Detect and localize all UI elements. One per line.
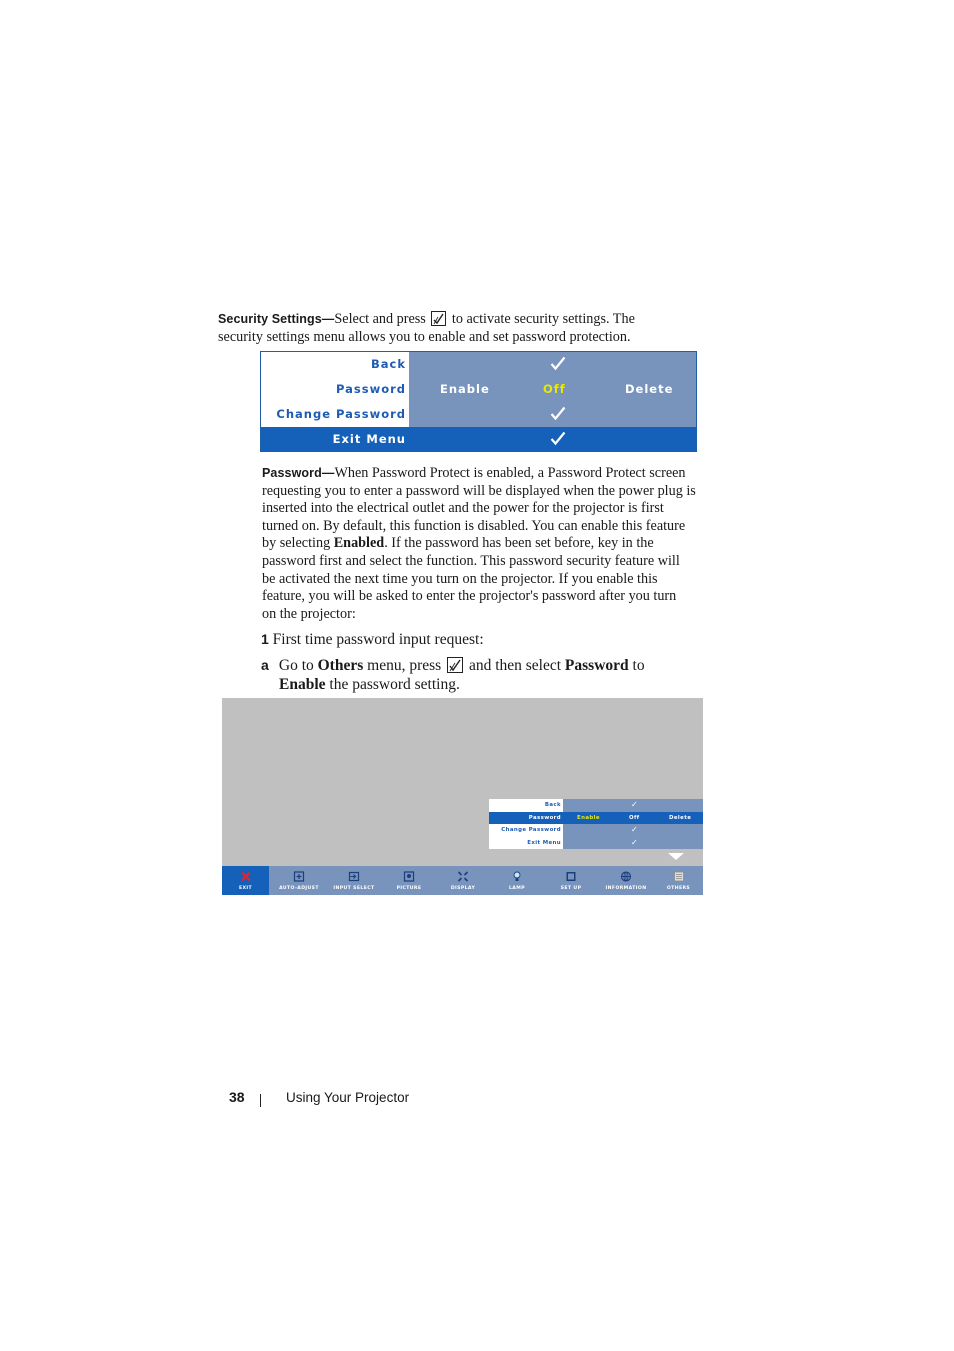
mini-option-off[interactable]: Off [629,814,640,821]
page-number: 38 [229,1089,245,1105]
password-term: Password [564,657,629,674]
toolbar-information[interactable]: INFORMATION [600,866,652,895]
menu-row-back[interactable] [261,352,696,377]
toolbar-setup[interactable]: SET UP [545,866,597,895]
option-delete[interactable]: Delete [625,382,674,396]
scroll-down-arrow-icon[interactable] [668,853,684,860]
mini-row-exit[interactable]: Exit Menu ✓ [489,837,703,850]
step-1 [261,630,484,649]
step-1-text: First time password input request: [272,631,484,648]
check-icon [550,431,566,446]
mini-security-menu [489,799,703,849]
menu-row-password[interactable] [261,377,696,402]
display-icon [458,871,469,882]
check-icon: ✓ [631,837,639,847]
others-icon [673,871,684,882]
mini-row-change-password[interactable]: Change Password ✓ [489,824,703,837]
toolbar-lamp[interactable]: LAMP [491,866,543,895]
mini-option-enable[interactable]: Enable [577,814,600,821]
lamp-icon [512,871,523,882]
auto-adjust-icon [294,871,305,882]
mini-row-password[interactable]: Password Enable Off Delete [489,812,703,825]
step-letter: a [261,657,269,673]
information-icon [621,871,632,882]
projector-screen [222,698,703,895]
check-icon: ✓ [631,825,639,834]
option-enable[interactable]: Enable [440,382,490,396]
security-text-line2: security settings menu allows you to enable and set password protection. [218,328,631,345]
enter-key-icon [431,311,446,326]
toolbar-others[interactable]: OTHERS [654,866,703,895]
security-settings-menu [260,351,697,452]
input-select-icon [349,871,360,882]
step-a: a Go to Others menu, press and then select Password to Enable the password setting. [261,657,645,693]
others-term: Others [317,657,364,674]
toolbar-input-select[interactable]: INPUT SELECT [328,866,380,895]
enter-key-icon [447,657,463,673]
security-settings-paragraph [218,311,688,346]
step-number: 1 [261,631,269,647]
check-icon [550,406,566,421]
toolbar-auto-adjust[interactable]: AUTO-ADJUST [273,866,325,895]
menu-label-change-password: Change Password [261,402,409,427]
menu-label-back: Back [261,352,409,377]
osd-toolbar [222,866,703,895]
check-icon [550,356,566,371]
security-settings-heading: Security Settings— [218,312,335,326]
toolbar-exit[interactable]: EXIT [222,866,269,895]
menu-row-change-password[interactable] [261,402,696,427]
check-icon: ✓ [631,800,639,809]
menu-label-password: Password [261,377,409,402]
option-off[interactable]: Off [543,382,566,396]
toolbar-picture[interactable]: PICTURE [383,866,435,895]
mini-row-back[interactable]: Back ✓ [489,799,703,812]
security-text-after-icon: to activate security settings. The [451,311,635,327]
mini-option-delete[interactable]: Delete [669,814,692,821]
enabled-term: Enabled [333,535,385,552]
setup-icon [566,871,577,882]
close-icon [240,871,251,882]
footer-divider [260,1094,261,1107]
picture-icon [404,871,415,882]
toolbar-display[interactable]: DISPLAY [437,866,489,895]
enable-term: Enable [279,676,326,693]
menu-row-exit[interactable] [261,427,696,451]
footer-chapter-title: Using Your Projector [286,1090,410,1105]
password-heading: Password— [262,466,335,480]
password-paragraph: Password—When Password Protect is enabled, a Password Protect screen requesting you to enter a password will be displayed when the power plug is inserted into the electrical outlet and the power for the projector is first turned on. By default, this function is disabled. You can enable this feature by selecting Enabled. If the password has been set before, key in the password first and select the function. This password security feature will be activated the next time you turn on the projector. If you enable this feature, you will be asked to enter the projector's password after you turn on the projector: [262,465,696,622]
menu-label-exit: Exit Menu [261,427,409,451]
security-text-before-icon: Select and press [334,311,426,327]
